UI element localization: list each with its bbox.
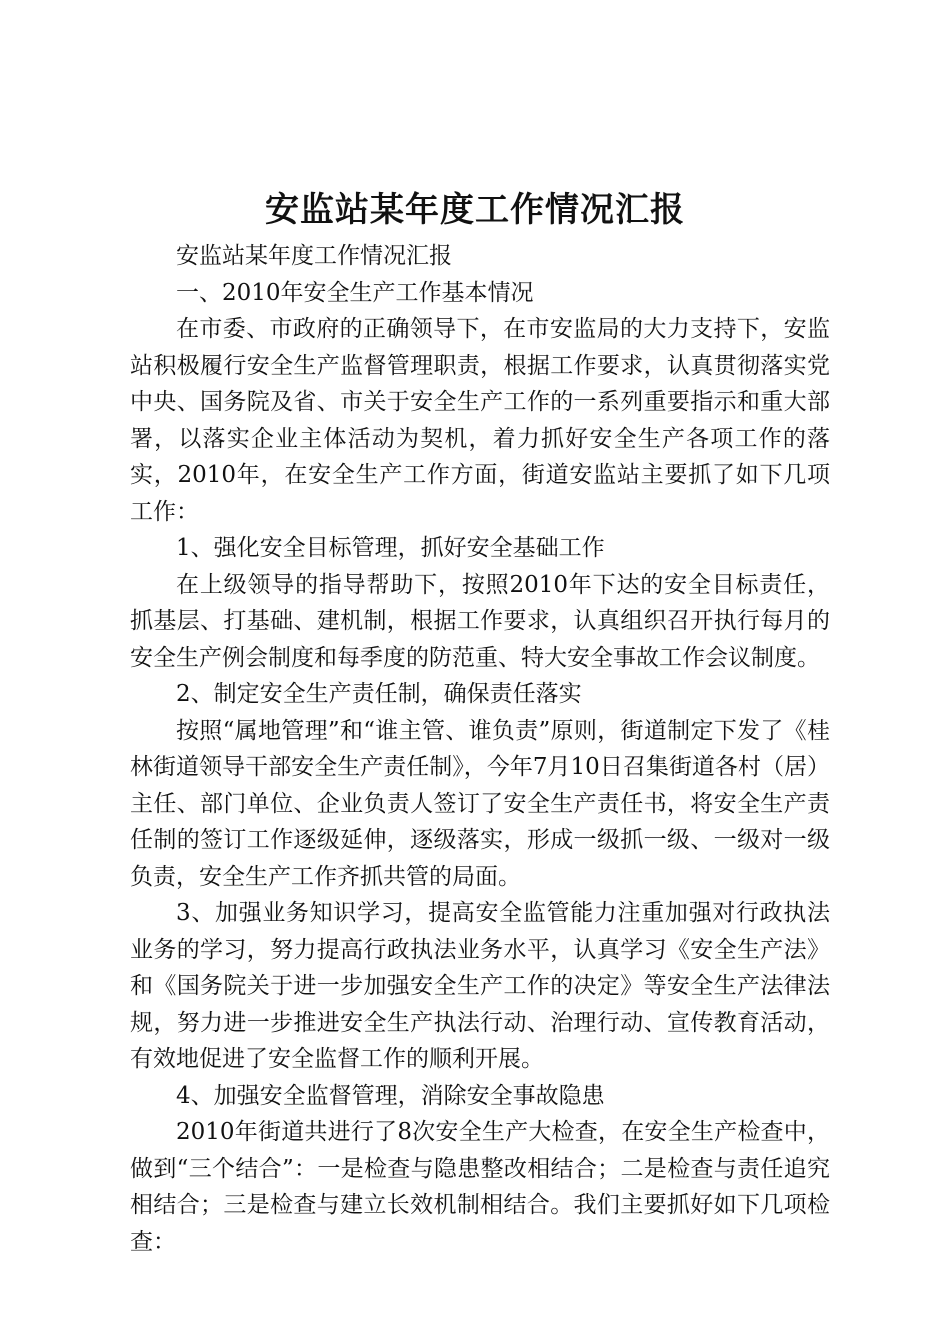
section-heading-1: 一、2010年安全生产工作基本情况 xyxy=(176,279,534,306)
document-title: 安监站某年度工作情况汇报 xyxy=(265,190,685,230)
paragraph-2: 按照“属地管理”和“谁主管、谁负责”原则，街道制定下发了《桂林街道领导干部安全生产责任制》，今年7月10日召集街道各村（居）主任、部门单位、企业负责人签订了安全生产责任书，将安全生产责任制的签订工作逐级延伸，逐级落实，形成一级抓一级、一级对一级负责，安全生产工作齐抓共管的局面。 xyxy=(130,717,830,890)
subheading-4: 4、加强安全监督管理，消除安全事故隐患 xyxy=(176,1082,605,1109)
subheading-2: 2、制定安全生产责任制，确保责任落实 xyxy=(176,681,582,707)
paragraph-3: 3、加强业务知识学习，提高安全监管能力注重加强对行政执法业务的学习，努力提高行政执法业务水平，认真学习《安全生产法》和《国务院关于进一步加强安全生产工作的决定》等安全生产法律法规，努力进一步推进安全生产执法行动、治理行动、宣传教育活动，有效地促进了安全监督工作的顺利开展。 xyxy=(130,900,830,1072)
paragraph-1: 在上级领导的指导帮助下，按照2010年下达的安全目标责任，抓基层、打基础、建机制，根据工作要求，认真组织召开执行每月的安全生产例会制度和每季度的防范重、特大安全事故工作会议制度。 xyxy=(130,571,830,671)
subheading-1: 1、强化安全目标管理，抓好安全基础工作 xyxy=(176,535,605,561)
paragraph-4: 2010年街道共进行了8次安全生产大检查，在安全生产检查中，做到“三个结合”：一是检查与隐患整改相结合；二是检查与责任追究相结合；三是检查与建立长效机制相结合。我们主要抓好如下几项检查： xyxy=(130,1119,830,1255)
paragraph-heading-repeat: 安监站某年度工作情况汇报 xyxy=(176,243,452,269)
document-body xyxy=(130,238,830,1260)
paragraph-intro: 在市委、市政府的正确领导下，在市安监局的大力支持下，安监站积极履行安全生产监督管理职责，根据工作要求，认真贯彻落实党中央、国务院及省、市关于安全生产工作的一系列重要指示和重大部署，以落实企业主体活动为契机，着力抓好安全生产各项工作的落实，2010年，在安全生产工作方面，街道安监站主要抓了如下几项工作： xyxy=(130,316,830,525)
